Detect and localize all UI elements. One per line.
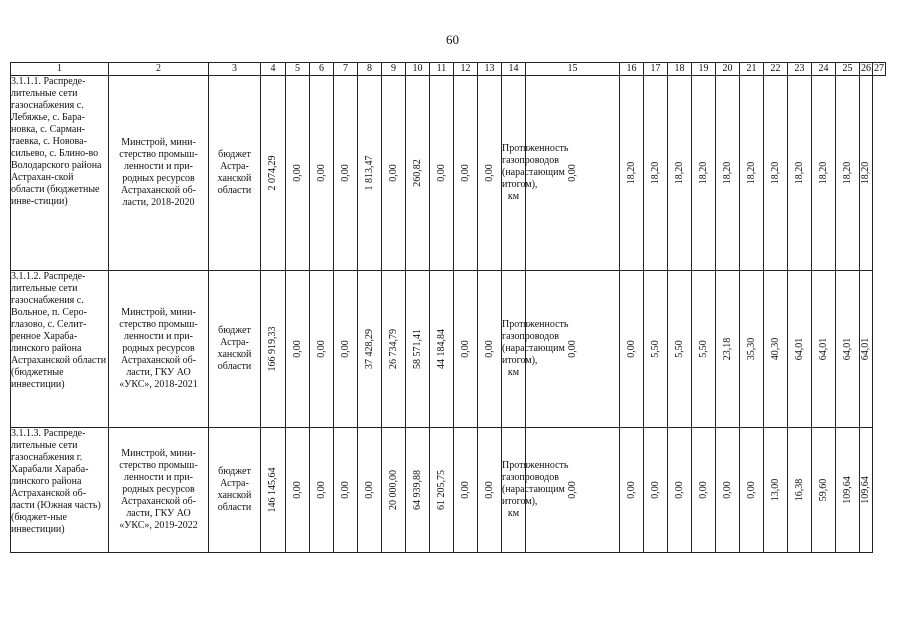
funding-value: 0,00 [315,340,327,358]
indicator-value: 5,50 [649,340,661,358]
program-table [10,62,886,553]
column-header: 15 [526,63,620,76]
funding-cell [406,271,430,428]
funding-value: 61 205,75 [435,470,447,510]
indicator-value: 18,20 [673,161,685,185]
indicator-value: 18,20 [860,161,871,185]
indicator-value: 23,18 [721,337,733,361]
indicator-cell [836,76,860,271]
indicator-cell [812,271,836,428]
funding-cell [261,271,286,428]
indicator-cell [644,428,668,553]
indicator-value: 0,00 [721,481,733,499]
funding-value: 0,00 [363,481,375,499]
indicator-cell [764,76,788,271]
table-row [11,271,886,428]
funding-cell [478,76,502,271]
funding-value: 0,00 [339,481,351,499]
indicator-cell [526,428,620,553]
funding-value: 0,00 [483,481,495,499]
column-header: 13 [478,63,502,76]
funding-cell [430,76,454,271]
indicator-value: 0,00 [566,164,578,182]
funding-value: 166 919,33 [267,326,278,372]
funding-cell [430,428,454,553]
indicator-cell [788,76,812,271]
indicator-cell [526,76,620,271]
indicator-cell [716,428,740,553]
column-header: 20 [716,63,740,76]
indicator-label: Протяженность газопроводов (нарастающим итогом), км [502,271,526,428]
funding-cell [454,271,478,428]
funding-value: 2 074,29 [267,155,278,191]
column-header: 6 [310,63,334,76]
indicator-cell [860,271,873,428]
measure-name: 3.1.1.2. Распреде-лительные сети газоснабжения с. Вольное, п. Серо-глазово, с. Селит-ренное Хараба-линского района Астраханской области (бюджетные инвестиции) [11,271,109,428]
indicator-cell [764,428,788,553]
indicator-cell [644,76,668,271]
funding-cell [406,76,430,271]
responsible-party: Минстрой, мини-стерство промыш-ленности и при-родных ресурсов Астраханской об-ласти, ГКУ АО «УКС», 2018-2021 [109,271,209,428]
table-row [11,76,886,271]
column-header: 25 [836,63,860,76]
funding-value: 26 734,79 [387,329,399,369]
indicator-value: 64,01 [793,337,805,361]
indicator-value: 109,64 [860,476,871,504]
funding-value: 0,00 [339,164,351,182]
table-row [11,428,886,553]
indicator-cell [668,271,692,428]
funding-value: 0,00 [291,164,303,182]
indicator-cell [620,76,644,271]
column-header: 27 [874,63,884,74]
column-header: 22 [764,63,788,76]
funding-cell [334,76,358,271]
indicator-value: 0,00 [673,481,685,499]
column-header: 8 [358,63,382,76]
funding-cell [358,76,382,271]
responsible-party: Минстрой, мини-стерство промыш-ленности и при-родных ресурсов Астраханской об-ласти, 2018-2020 [109,76,209,271]
funding-value: 260,82 [411,159,423,187]
funding-cell [358,271,382,428]
indicator-value: 18,20 [697,161,709,185]
indicator-value: 0,00 [697,481,709,499]
funding-cell [382,271,406,428]
indicator-cell [620,271,644,428]
funding-value: 0,00 [459,340,471,358]
funding-cell [286,76,310,271]
column-header: 9 [382,63,406,76]
funding-cell [334,271,358,428]
funding-cell [334,428,358,553]
funding-value: 0,00 [483,164,495,182]
measure-name: 3.1.1.1. Распреде-лительные сети газоснабжения с. Лебяжье, с. Бара-новка, с. Сарман-таевка, с. Новова-сильево, с. Блино-во Володарского района Астрахан-ской области (бюджетные инве-стиции) [11,76,109,271]
funding-value: 0,00 [315,481,327,499]
funding-cell [261,76,286,271]
indicator-cell [836,428,860,553]
funding-value: 20 000,00 [387,470,399,510]
funding-cell [261,428,286,553]
indicator-value: 18,20 [769,161,781,185]
funding-cell [478,428,502,553]
funding-value: 1 813,47 [363,155,375,191]
funding-cell [310,271,334,428]
funding-cell [454,76,478,271]
funding-cell [478,271,502,428]
indicator-cell [716,76,740,271]
indicator-value: 0,00 [566,481,578,499]
column-header: 10 [406,63,430,76]
funding-value: 0,00 [315,164,327,182]
indicator-cell [860,76,873,271]
column-header: 7 [334,63,358,76]
column-header: 26 [861,63,871,74]
indicator-value: 0,00 [625,340,637,358]
funding-cell [310,76,334,271]
funding-cell [382,76,406,271]
indicator-value: 18,20 [745,161,757,185]
column-header: 12 [454,63,478,76]
funding-value: 0,00 [291,481,303,499]
indicator-cell [716,271,740,428]
indicator-value: 0,00 [649,481,661,499]
indicator-cell [812,428,836,553]
indicator-value: 109,64 [841,476,853,504]
funding-cell [454,428,478,553]
indicator-value: 64,01 [817,337,829,361]
header-row [11,63,886,76]
funding-cell [430,271,454,428]
indicator-cell [620,428,644,553]
column-header: 17 [644,63,668,76]
funding-value: 0,00 [459,481,471,499]
column-header: 1 [11,63,109,76]
indicator-value: 18,20 [793,161,805,185]
column-header: 24 [812,63,836,76]
funding-value: 0,00 [435,164,447,182]
funding-value: 58 571,41 [411,329,423,369]
indicator-cell [812,76,836,271]
funding-cell [358,428,382,553]
indicator-value: 16,38 [793,478,805,502]
indicator-cell [836,271,860,428]
indicator-value: 18,20 [817,161,829,185]
indicator-cell [668,428,692,553]
indicator-cell [788,271,812,428]
indicator-cell [740,271,764,428]
column-header: 2 [109,63,209,76]
indicator-cell [860,428,873,553]
funding-value: 0,00 [483,340,495,358]
indicator-value: 35,30 [745,337,757,361]
funding-value: 44 184,84 [435,329,447,369]
indicator-cell [692,428,716,553]
indicator-cell [692,271,716,428]
indicator-value: 13,00 [769,478,781,502]
indicator-value: 18,20 [841,161,853,185]
column-header: 16 [620,63,644,76]
funding-value: 146 145,64 [267,467,278,513]
indicator-value: 0,00 [625,481,637,499]
column-header: 19 [692,63,716,76]
indicator-cell [668,76,692,271]
funding-value: 0,00 [387,164,399,182]
funding-cell [286,428,310,553]
indicator-cell [788,428,812,553]
funding-value: 0,00 [459,164,471,182]
indicator-label: Протяженность газопроводов (нарастающим итогом), км [502,428,526,553]
funding-value: 64 939,88 [411,470,423,510]
indicator-value: 64,01 [841,337,853,361]
page-number: 60 [446,32,459,47]
responsible-party: Минстрой, мини-стерство промыш-ленности и при-родных ресурсов Астраханской об-ласти, ГКУ АО «УКС», 2019-2022 [109,428,209,553]
column-header: 23 [788,63,812,76]
indicator-cell [740,428,764,553]
indicator-label: Протяженность газопроводов (нарастающим итогом), км [502,76,526,271]
funding-cell [310,428,334,553]
column-header: 3 [209,63,261,76]
indicator-value: 59,60 [817,478,829,502]
column-header: 18 [668,63,692,76]
column-header: 5 [286,63,310,76]
indicator-cell [740,76,764,271]
funding-source: бюджет Астра-ханской области [209,271,261,428]
funding-cell [382,428,406,553]
funding-value: 37 428,29 [363,329,375,369]
indicator-value: 18,20 [721,161,733,185]
funding-cell [406,428,430,553]
funding-value: 0,00 [291,340,303,358]
column-header: 11 [430,63,454,76]
funding-source: бюджет Астра-ханской области [209,76,261,271]
column-header: 14 [502,63,526,76]
indicator-value: 40,30 [769,337,781,361]
indicator-cell [526,271,620,428]
indicator-cell [764,271,788,428]
indicator-value: 5,50 [697,340,709,358]
indicator-value: 64,01 [860,337,871,361]
funding-cell [286,271,310,428]
funding-source: бюджет Астра-ханской области [209,428,261,553]
indicator-cell [644,271,668,428]
indicator-value: 18,20 [625,161,637,185]
indicator-value: 0,00 [745,481,757,499]
funding-value: 0,00 [339,340,351,358]
column-header: 4 [261,63,286,76]
indicator-value: 5,50 [673,340,685,358]
indicator-value: 0,00 [566,340,578,358]
indicator-value: 18,20 [649,161,661,185]
indicator-cell [692,76,716,271]
column-header: 21 [740,63,764,76]
measure-name: 3.1.1.3. Распреде-лительные сети газоснабжения г. Харабали Хараба-линского района Астраханской об-ласти (Южная часть) (бюджет-ные инвестиции) [11,428,109,553]
